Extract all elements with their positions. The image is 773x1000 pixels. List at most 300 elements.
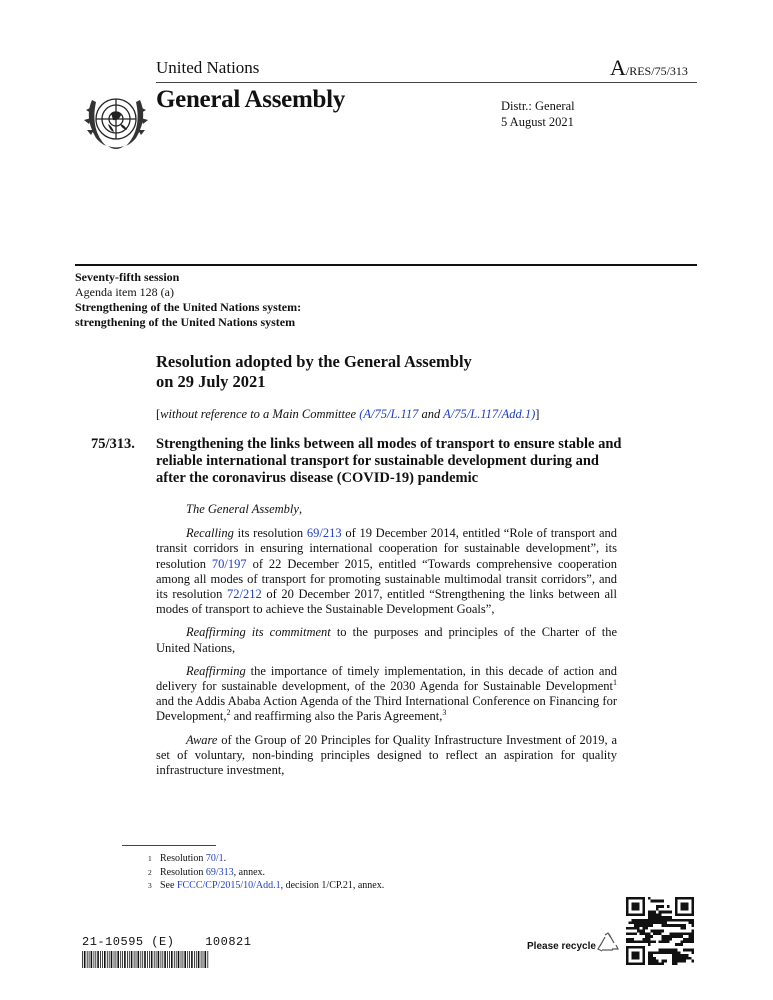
qr-module	[637, 927, 640, 930]
qr-module	[650, 930, 653, 933]
footnote-ref-2[interactable]: 2	[226, 708, 231, 718]
qr-module	[631, 902, 639, 910]
qr-module	[664, 951, 667, 954]
paragraph-reaffirming	[156, 664, 617, 725]
qr-module	[691, 924, 694, 927]
qr-module	[648, 911, 651, 914]
barcode-bar	[89, 951, 90, 968]
qr-module	[650, 962, 653, 965]
qr-module	[648, 960, 651, 963]
qr-module	[672, 951, 675, 954]
qr-module	[686, 941, 689, 944]
qr-module	[659, 911, 662, 914]
qr-module	[648, 921, 651, 924]
resolution-heading-line2: on 29 July 2021	[156, 372, 266, 391]
resolution-title: Strengthening the links between all modes of transport to ensure stable and reliable international transport for sustainable development during and after the coronavirus disease (COVID-19) pandemic	[156, 436, 622, 486]
footnote-text: .	[223, 853, 227, 864]
qr-module	[653, 957, 656, 960]
barcode-bar	[178, 951, 180, 968]
qr-module	[689, 949, 692, 952]
qr-module	[650, 957, 653, 960]
qr-module	[683, 924, 686, 927]
qr-module	[661, 951, 664, 954]
qr-module	[648, 941, 651, 944]
footnote-text: , decision 1/CP.21, annex.	[280, 880, 385, 891]
qr-module	[667, 938, 670, 941]
qr-module	[659, 962, 662, 965]
qr-module	[672, 949, 675, 952]
qr-module	[626, 938, 629, 941]
qr-module	[653, 919, 656, 922]
qr-module	[670, 911, 673, 914]
footnote-link-fccc[interactable]: FCCC/CP/2015/10/Add.1	[176, 880, 281, 891]
qr-module	[653, 951, 656, 954]
qr-module	[631, 932, 634, 935]
qr-module	[648, 943, 651, 946]
qr-module	[686, 949, 689, 952]
barcode-bar	[171, 951, 173, 968]
qr-module	[691, 919, 694, 922]
barcode-bar	[95, 951, 96, 968]
barcode-bar	[114, 951, 115, 968]
qr-module	[634, 924, 637, 927]
qr-module	[656, 916, 659, 919]
qr-module	[642, 941, 645, 944]
qr-module	[648, 913, 651, 916]
qr-module	[664, 919, 667, 922]
paragraph-text: to the purposes and principles of the Charter of the United Nations,	[156, 625, 617, 655]
qr-module	[656, 905, 659, 908]
qr-module	[691, 921, 694, 924]
footnote-text: Resolution	[160, 866, 206, 878]
barcode-bar	[131, 951, 133, 968]
qr-module	[648, 897, 651, 900]
paragraph-text: of 20 December 2017, entitled “Strengthening the links between all modes of transport to achieve the Sustainable Development Goals”,	[156, 587, 617, 617]
qr-module	[661, 916, 664, 919]
qr-module	[650, 921, 653, 924]
agenda-item: Agenda item 128 (a)	[75, 285, 174, 299]
qr-module	[678, 954, 681, 957]
qr-module	[664, 938, 667, 941]
qr-module	[683, 949, 686, 952]
barcode-bar	[201, 951, 202, 968]
qr-module	[656, 930, 659, 933]
link-72-212[interactable]: 72/212	[227, 587, 262, 602]
qr-module	[656, 921, 659, 924]
qr-module	[675, 919, 678, 922]
barcode-bar	[140, 951, 141, 968]
ref-link-l117-add1[interactable]: A/75/L.117/Add.1)	[443, 407, 536, 421]
qr-module	[640, 932, 643, 935]
ref-link-l117[interactable]: (A/75/L.117	[359, 407, 419, 421]
qr-module	[659, 900, 662, 903]
barcode-bar	[111, 951, 113, 968]
paragraph-text: the importance of timely implementation, in this decade of action and delivery for sustainable development, of the 2030 Agenda for Sustainable Development	[156, 663, 617, 694]
barcode-bar	[144, 951, 146, 968]
barcode-bar	[122, 951, 123, 968]
barcode-bar	[149, 951, 150, 968]
qr-module	[678, 943, 681, 946]
qr-module	[640, 919, 643, 922]
qr-module	[659, 930, 662, 933]
barcode-bar	[158, 951, 160, 968]
qr-module	[642, 924, 645, 927]
qr-module	[680, 954, 683, 957]
barcode-bar	[174, 951, 175, 968]
qr-module	[686, 954, 689, 957]
qr-module	[629, 932, 632, 935]
qr-module	[667, 951, 670, 954]
qr-module	[656, 908, 659, 911]
qr-module	[659, 951, 662, 954]
qr-module	[645, 924, 648, 927]
qr-module	[634, 932, 637, 935]
paragraph-lead: Aware	[186, 732, 218, 747]
paragraph-recalling	[156, 526, 617, 617]
committee-reference	[156, 407, 539, 422]
qr-module	[683, 960, 686, 963]
qr-module	[631, 951, 639, 959]
qr-module	[661, 935, 664, 938]
paragraph-text: of 22 December 2015, entitled “Towards comprehensive cooperation among all modes of transport for promoting sustainable multimodal transit corridors”, and its resolution	[156, 556, 617, 602]
qr-module	[656, 913, 659, 916]
qr-module	[670, 935, 673, 938]
barcode-bar	[127, 951, 128, 968]
qr-module	[689, 919, 692, 922]
qr-module	[680, 943, 683, 946]
barcode-bar	[138, 951, 140, 968]
qr-module	[661, 900, 664, 903]
qr-module	[670, 916, 673, 919]
qr-module	[675, 960, 678, 963]
barcode-bar	[102, 951, 103, 968]
barcode-bar	[194, 951, 195, 968]
barcode-bar	[161, 951, 162, 968]
barcode-bar	[151, 951, 153, 968]
footnote-link-69-313[interactable]: 69/313	[205, 866, 234, 878]
paragraph-aware	[156, 733, 617, 779]
qr-module	[659, 913, 662, 916]
footnote-link-70-1[interactable]: 70/1	[205, 853, 224, 864]
ref-text: without reference to a Main Committee	[160, 407, 357, 421]
qr-module	[672, 932, 675, 935]
qr-module	[637, 924, 640, 927]
barcode-bar	[104, 951, 106, 968]
qr-module	[689, 938, 692, 941]
qr-module	[672, 924, 675, 927]
qr-module	[675, 935, 678, 938]
qr-module	[664, 949, 667, 952]
paragraph-text: and reaffirming also the Paris Agreement,	[230, 709, 443, 724]
qr-module	[640, 941, 643, 944]
link-69-213[interactable]: 69/213	[306, 526, 342, 541]
qr-module	[667, 916, 670, 919]
qr-module	[653, 932, 656, 935]
footnote-ref-1[interactable]: 1	[613, 677, 617, 687]
qr-module	[656, 932, 659, 935]
symbol-prefix: A	[610, 55, 626, 80]
qr-module	[653, 960, 656, 963]
qr-module	[659, 949, 662, 952]
qr-module	[686, 919, 689, 922]
qr-module	[653, 962, 656, 965]
qr-module	[648, 938, 651, 941]
qr-module	[678, 951, 681, 954]
qr-module	[678, 932, 681, 935]
qr-module	[650, 900, 653, 903]
qr-module	[653, 941, 656, 944]
qr-module	[667, 941, 670, 944]
qr-module	[675, 924, 678, 927]
qr-module	[648, 935, 651, 938]
qr-module	[691, 960, 694, 963]
barcode-bar	[167, 951, 168, 968]
barcode-bar	[109, 951, 110, 968]
agenda-title-line2: strengthening of the United Nations system	[75, 315, 296, 329]
barcode-bar	[189, 951, 190, 968]
qr-module	[634, 921, 637, 924]
barcode-bar	[183, 951, 184, 968]
qr-module	[656, 951, 659, 954]
barcode-bar	[203, 951, 204, 968]
qr-module	[672, 954, 675, 957]
qr-module	[683, 941, 686, 944]
footnote-ref-3[interactable]: 3	[442, 708, 447, 718]
barcode-bar	[162, 951, 163, 968]
qr-module	[650, 951, 653, 954]
qr-module	[680, 927, 683, 930]
qr-module	[650, 916, 653, 919]
symbol-rest: /RES/75/313	[625, 64, 688, 78]
qr-module	[645, 921, 648, 924]
qr-module	[675, 949, 678, 952]
barcode-bar	[107, 951, 108, 968]
qr-module	[645, 938, 648, 941]
qr-module	[637, 919, 640, 922]
qr-module	[642, 919, 645, 922]
barcode-bar	[120, 951, 121, 968]
qr-module	[683, 919, 686, 922]
footnote-item	[148, 866, 384, 880]
qr-module	[650, 954, 653, 957]
footnote-number: 2	[148, 867, 152, 877]
qr-module	[691, 932, 694, 935]
barcode-bar	[87, 951, 88, 968]
qr-module	[637, 930, 640, 933]
qr-module	[691, 941, 694, 944]
footnote-rule	[122, 845, 216, 846]
qr-module	[667, 905, 670, 908]
session-rule	[75, 264, 697, 266]
qr-module	[631, 921, 634, 924]
issue-date: 5 August 2021	[501, 115, 574, 129]
qr-module	[634, 941, 637, 944]
qr-module	[686, 932, 689, 935]
resolution-number: 75/313.	[91, 436, 135, 452]
qr-module	[640, 930, 643, 933]
barcode-bar	[184, 951, 186, 968]
qr-module	[664, 916, 667, 919]
footnotes	[148, 852, 384, 893]
qr-module	[661, 930, 664, 933]
ref-and: and	[418, 407, 444, 421]
paragraph-text: its resolution	[233, 526, 307, 541]
qr-module	[683, 954, 686, 957]
qr-module	[675, 957, 678, 960]
barcode-bar	[100, 951, 101, 968]
qr-module	[675, 932, 678, 935]
qr-module	[680, 960, 683, 963]
recycle-label: Please recycle	[527, 941, 596, 952]
qr-module	[661, 911, 664, 914]
paragraph-text: of 19 December 2014, entitled “Role of transport and transit corridors in ensuring international cooperation for sustainable development”, its resolution	[156, 526, 617, 571]
footnote-text: See	[160, 880, 177, 891]
preamble-intro-text: The General Assembly	[186, 502, 299, 516]
qr-module	[661, 962, 664, 965]
qr-module	[648, 916, 651, 919]
qr-module	[645, 927, 648, 930]
qr-module	[689, 921, 692, 924]
qr-module	[680, 957, 683, 960]
qr-module	[661, 941, 664, 944]
qr-module	[680, 919, 683, 922]
qr-module	[650, 960, 653, 963]
qr-module	[683, 927, 686, 930]
qr-module	[653, 921, 656, 924]
qr-module	[667, 924, 670, 927]
qr-module	[691, 938, 694, 941]
qr-module	[648, 954, 651, 957]
qr-module	[689, 957, 692, 960]
barcode-bar	[154, 951, 155, 968]
distribution-block	[501, 98, 575, 130]
qr-module	[626, 941, 629, 944]
paragraph-reaffirming-commitment	[156, 625, 617, 655]
qr-module	[678, 924, 681, 927]
resolution-body	[156, 502, 617, 786]
qr-module	[648, 962, 651, 965]
barcode-bar	[124, 951, 126, 968]
barcode-bar	[191, 951, 193, 968]
qr-module	[683, 938, 686, 941]
qr-module	[664, 960, 667, 963]
qr-module	[664, 924, 667, 927]
barcode-bar	[207, 951, 208, 968]
barcode-bar	[82, 951, 83, 968]
recycle-icon	[596, 931, 620, 955]
qr-module	[648, 924, 651, 927]
general-assembly-title: General Assembly	[156, 86, 345, 113]
barcode-bar	[205, 951, 207, 968]
link-70-197[interactable]: 70/197	[211, 556, 247, 571]
qr-module	[645, 932, 648, 935]
footnote-text: , annex.	[233, 866, 266, 878]
ref-close-bracket: ]	[535, 407, 540, 421]
ref-open-bracket: [	[156, 407, 161, 421]
qr-module	[634, 927, 637, 930]
qr-module	[642, 932, 645, 935]
preamble-intro	[156, 502, 617, 517]
qr-module	[634, 919, 637, 922]
qr-module	[659, 932, 662, 935]
barcode-bar	[169, 951, 170, 968]
qr-module	[670, 938, 673, 941]
qr-module	[680, 924, 683, 927]
qr-module	[656, 962, 659, 965]
barcode-bar	[84, 951, 86, 968]
qr-module	[686, 938, 689, 941]
qr-module	[659, 941, 662, 944]
resolution-heading	[156, 352, 472, 392]
qr-module	[670, 932, 673, 935]
qr-module	[642, 938, 645, 941]
qr-module	[661, 949, 664, 952]
qr-module	[680, 902, 688, 910]
qr-module	[629, 938, 632, 941]
qr-module	[664, 941, 667, 944]
qr-module	[648, 919, 651, 922]
barcode-bar	[129, 951, 130, 968]
qr-module	[661, 960, 664, 963]
session-name: Seventy-fifth session	[75, 270, 180, 284]
barcode-bar	[147, 951, 148, 968]
paragraph-text: and the Addis Ababa Action Agenda of the Third International Conference on Financing for Development,	[156, 694, 617, 724]
qr-module	[642, 930, 645, 933]
footnote-item	[148, 879, 384, 893]
barcode-bar	[136, 951, 137, 968]
barcode-bar	[187, 951, 188, 968]
qr-module	[678, 957, 681, 960]
qr-module	[656, 919, 659, 922]
qr-module	[650, 911, 653, 914]
qr-module	[629, 921, 632, 924]
qr-module	[664, 921, 667, 924]
qr-module	[672, 962, 675, 965]
qr-module	[683, 932, 686, 935]
qr-module	[675, 962, 678, 965]
barcode-bar	[91, 951, 93, 968]
qr-module	[653, 913, 656, 916]
qr-module	[659, 905, 662, 908]
qr-module	[661, 921, 664, 924]
qr-module	[667, 949, 670, 952]
qr-module	[631, 927, 634, 930]
qr-module	[672, 935, 675, 938]
barcode-bar	[97, 951, 99, 968]
qr-module	[667, 911, 670, 914]
paragraph-lead: Reaffirming	[186, 663, 246, 678]
qr-module	[626, 932, 629, 935]
barcode-bar	[198, 951, 200, 968]
qr-module	[650, 935, 653, 938]
preamble-intro-punct: ,	[298, 502, 303, 516]
barcode-bar	[142, 951, 143, 968]
qr-module	[661, 938, 664, 941]
qr-module	[691, 930, 694, 933]
barcode-bar	[94, 951, 95, 968]
qr-module	[653, 916, 656, 919]
qr-module	[648, 932, 651, 935]
agenda-title-line1: Strengthening of the United Nations system:	[75, 300, 302, 314]
session-block	[75, 270, 301, 330]
qr-module	[670, 919, 673, 922]
qr-module	[645, 919, 648, 922]
qr-module	[659, 916, 662, 919]
document-job-number: 21-10595 (E) 100821	[82, 935, 252, 949]
qr-module	[675, 943, 678, 946]
qr-module	[659, 921, 662, 924]
qr-module	[637, 941, 640, 944]
